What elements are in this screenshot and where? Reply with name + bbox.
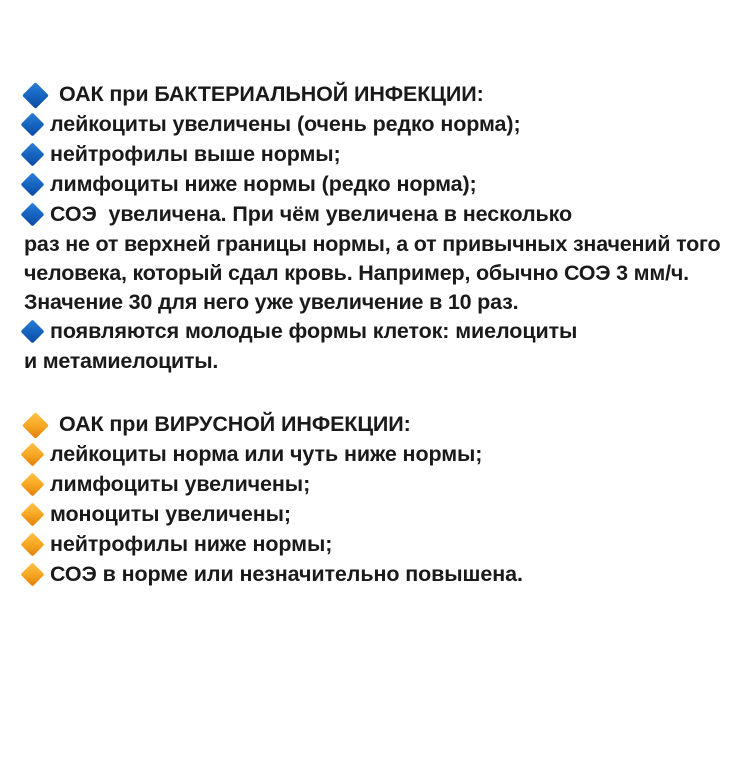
orange-diamond-bullet-icon (22, 412, 49, 439)
bacterial-heading-row (24, 80, 747, 109)
section-bacterial-infection (24, 80, 747, 376)
bacterial-item-row (24, 170, 747, 199)
bacterial-item-row (24, 200, 747, 229)
viral-item-neutrophils: нейтрофилы ниже нормы; (50, 532, 333, 556)
viral-heading: ОАК при ВИРУСНОЙ ИНФЕКЦИИ: (59, 412, 411, 436)
bacterial-item-neutrophils: нейтрофилы выше нормы; (50, 142, 341, 166)
bacterial-heading: ОАК при БАКТЕРИАЛЬНОЙ ИНФЕКЦИИ: (59, 82, 484, 106)
viral-item-row (24, 440, 747, 469)
bacterial-item-row (24, 110, 747, 139)
orange-diamond-bullet-icon (20, 442, 44, 466)
bacterial-item-lymphocytes: лимфоциты ниже нормы (редко норма); (50, 172, 477, 196)
bacterial-item-young-forms: появляются молодые формы клеток: миелоциты (50, 319, 578, 343)
orange-diamond-bullet-icon (20, 502, 44, 526)
blue-diamond-bullet-icon (20, 202, 44, 226)
blue-diamond-bullet-icon (20, 112, 44, 136)
bacterial-item-leukocytes: лейкоциты увеличены (очень редко норма); (50, 112, 521, 136)
blue-diamond-bullet-icon (22, 82, 49, 109)
viral-item-esr: СОЭ в норме или незначительно повышена. (50, 562, 523, 586)
viral-item-row (24, 560, 747, 589)
bacterial-item-row (24, 317, 747, 346)
viral-item-leukocytes: лейкоциты норма или чуть ниже нормы; (50, 442, 483, 466)
bacterial-item-row (24, 140, 747, 169)
viral-heading-row (24, 410, 747, 439)
viral-item-row (24, 530, 747, 559)
bacterial-item-young-forms-continuation: и метамиелоциты. (24, 349, 219, 373)
viral-item-row (24, 500, 747, 529)
orange-diamond-bullet-icon (20, 562, 44, 586)
blue-diamond-bullet-icon (20, 142, 44, 166)
section-viral-infection (24, 410, 747, 589)
blue-diamond-bullet-icon (20, 319, 44, 343)
orange-diamond-bullet-icon (20, 532, 44, 556)
viral-item-row (24, 470, 747, 499)
bacterial-item-esr: СОЭ увеличена. При чём увеличена в несколько (50, 202, 573, 226)
bacterial-esr-explanation: раз не от верхней границы нормы, а от привычных значений того человека, который сдал кровь. Например, обычно СОЭ 3 мм/ч. Значение 30 для него уже увеличение в 10 раз. (24, 232, 721, 314)
viral-item-monocytes: моноциты увеличены; (50, 502, 291, 526)
viral-item-lymphocytes: лимфоциты увеличены; (50, 472, 311, 496)
blue-diamond-bullet-icon (20, 172, 44, 196)
orange-diamond-bullet-icon (20, 472, 44, 496)
